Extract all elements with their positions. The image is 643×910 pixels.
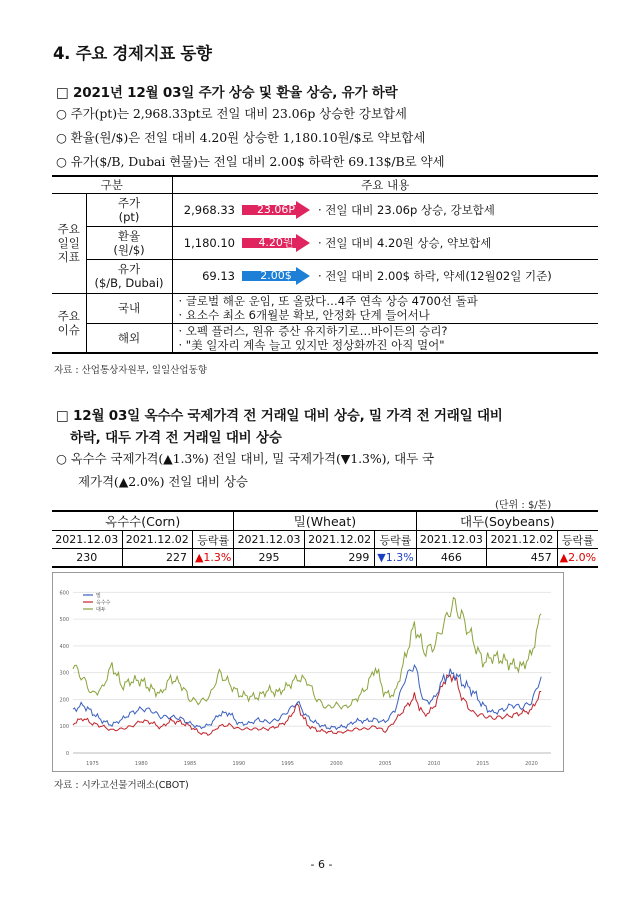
issue-domestic-text: · 글로벌 해운 운임, 또 올랐다…4주 연속 상승 4700선 돌파 · 요소수 최소 6개월분 확보, 안정화 단계 들어서나 <box>172 293 598 323</box>
x-tick-label: 2000 <box>330 761 343 767</box>
indicator-table <box>52 175 598 354</box>
subhead-date-prev: 2021.12.02 <box>122 531 193 549</box>
grain-price-chart <box>52 572 564 772</box>
legend-label: 밀 <box>96 593 101 599</box>
issue-overseas-label: 해외 <box>86 323 172 353</box>
bullet-fx: ○ 환율(원/$)은 전일 대비 4.20원 상승한 1,180.10원/$로 약보합세 <box>56 130 426 145</box>
value-oil: 69.13 <box>172 259 240 293</box>
legend-label: 대두 <box>96 607 106 613</box>
subhead-rate: 등락률 <box>375 531 416 549</box>
corn-cur: 230 <box>52 549 122 568</box>
x-tick-label: 1995 <box>281 761 294 767</box>
subhead-date-cur: 2021.12.03 <box>52 531 122 549</box>
y-tick-label: 300 <box>59 670 69 677</box>
subhead-rate: 등락률 <box>193 531 234 549</box>
y-tick-label: 200 <box>59 697 69 704</box>
block2-heading-2: 하락, 대두 가격 전 거래일 대비 상승 <box>70 430 282 446</box>
corn-prev: 227 <box>122 549 193 568</box>
col-content: 주요 내용 <box>172 176 598 193</box>
x-tick-label: 1975 <box>86 761 99 767</box>
block2-bullet-1: ○ 옥수수 국제가격(▲1.3%) 전일 대비, 밀 국제가격(▼1.3%), 대두 국 <box>56 451 434 466</box>
source-note-2: 자료 : 시카고선물거래소(CBOT) <box>54 780 189 791</box>
y-tick-label: 400 <box>59 643 69 650</box>
source-note-1: 자료 : 산업통상자원부, 일일산업동향 <box>54 365 207 376</box>
unit-label: (단위 : $/톤) <box>495 500 552 511</box>
value-fx: 1,180.10 <box>172 226 240 259</box>
block2-heading-1: □ 12월 03일 옥수수 국제가격 전 거래일 대비 상승, 밀 가격 전 거래일 대비 <box>56 408 503 424</box>
group-soybeans: 대두(Soybeans) <box>416 511 598 531</box>
desc-stock: · 전일 대비 23.06p 상승, 강보합세 <box>312 193 598 226</box>
x-tick-label: 1985 <box>183 761 197 767</box>
wheat-prev: 299 <box>304 549 375 568</box>
block2-bullet-2: 제가격(▲2.0%) 전일 대비 상승 <box>78 474 248 489</box>
issue-domestic-label: 국내 <box>86 293 172 323</box>
x-tick-label: 1990 <box>232 761 246 767</box>
x-tick-label: 2005 <box>378 761 392 767</box>
bullet-stock: ○ 주가(pt)는 2,968.33pt로 전일 대비 23.06p 상승한 강보합세 <box>56 106 407 121</box>
desc-oil: · 전일 대비 2.00$ 하락, 약세(12월02일 기준) <box>312 259 598 293</box>
x-tick-label: 2010 <box>427 761 441 767</box>
block1-heading: □ 2021년 12월 03일 주가 상승 및 환율 상승, 유가 하락 <box>56 85 398 101</box>
col-gubun: 구분 <box>52 176 172 193</box>
group-key-issues: 주요 이슈 <box>52 293 86 353</box>
bullet-oil: ○ 유가($/B, Dubai 현물)는 전일 대비 2.00$ 하락한 69.13$/B로 약세 <box>56 154 445 169</box>
x-tick-label: 2020 <box>525 761 538 767</box>
chart-svg <box>53 573 563 771</box>
wheat-rate: ▼1.3% <box>375 549 416 568</box>
subhead-date-cur: 2021.12.03 <box>416 531 487 549</box>
group-corn: 옥수수(Corn) <box>52 511 234 531</box>
wheat-cur: 295 <box>234 549 305 568</box>
section-title: 4. 주요 경제지표 동향 <box>53 44 212 63</box>
row-name-stock: 주가 (pt) <box>86 193 172 226</box>
page-number: - 6 - <box>310 858 333 871</box>
group-daily-indicators: 주요 일일 지표 <box>52 193 86 293</box>
y-tick-label: 500 <box>59 617 69 624</box>
row-name-oil: 유가 ($/B, Dubai) <box>86 259 172 293</box>
soy-rate: ▲2.0% <box>557 549 598 568</box>
value-stock: 2,968.33 <box>172 193 240 226</box>
desc-fx: · 전일 대비 4.20원 상승, 약보합세 <box>312 226 598 259</box>
subhead-date-prev: 2021.12.02 <box>304 531 375 549</box>
subhead-date-prev: 2021.12.02 <box>487 531 558 549</box>
grain-price-table <box>52 510 598 568</box>
x-tick-label: 1980 <box>134 761 148 767</box>
row-name-fx: 환율 (원/$) <box>86 226 172 259</box>
legend-label: 옥수수 <box>96 600 111 606</box>
soy-prev: 457 <box>487 549 558 568</box>
y-tick-label: 0 <box>65 751 69 757</box>
y-tick-label: 100 <box>59 724 69 731</box>
subhead-rate: 등락률 <box>557 531 598 549</box>
issue-overseas-text: · 오펙 플러스, 원유 증산 유지하기로…바이든의 승리? · "美 일자리 계속 늘고 있지만 정상화까진 아직 멀어" <box>172 323 598 353</box>
soy-cur: 466 <box>416 549 487 568</box>
corn-rate: ▲1.3% <box>193 549 234 568</box>
change-stock-badge: 23.06P <box>240 193 312 226</box>
series-line-wheat <box>73 665 541 729</box>
change-oil-badge: 2.00$ <box>240 259 312 293</box>
subhead-date-cur: 2021.12.03 <box>234 531 305 549</box>
y-tick-label: 600 <box>59 590 69 597</box>
group-wheat: 밀(Wheat) <box>234 511 416 531</box>
x-tick-label: 2015 <box>476 761 490 767</box>
change-fx-badge: 4.20원 <box>240 226 312 259</box>
